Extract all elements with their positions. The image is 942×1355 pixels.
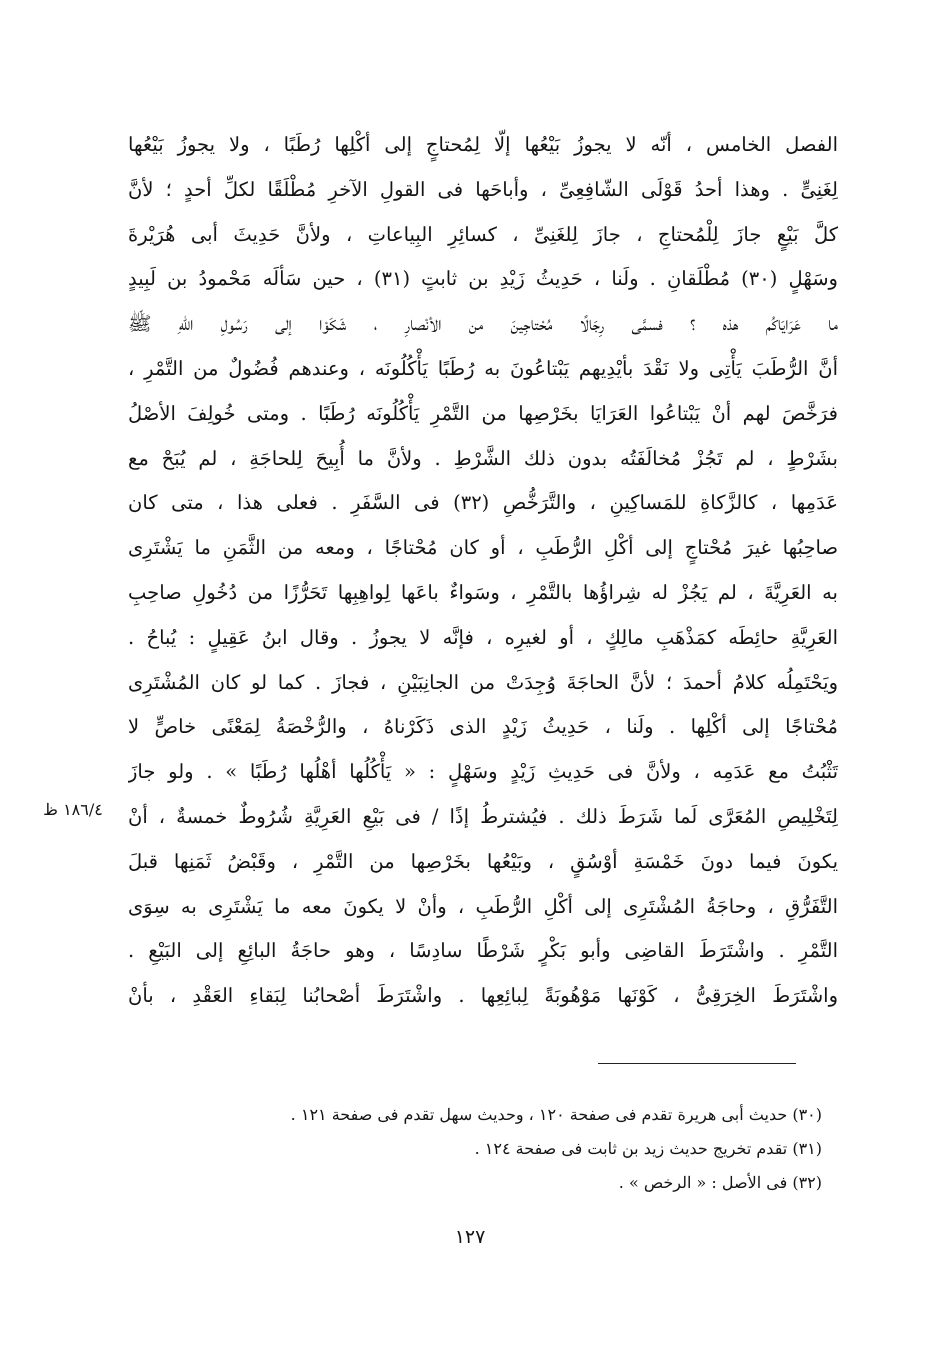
text-line: فرَخَّصَ لهم أنْ يَبْتاعُوا العَرَايَا بخَرْصِها من التَّمْرِ يَأْكُلُونَه رُطَبًا . ومتى خُولِفَ الأصْلُ [128, 401, 838, 425]
text-line: مُحْتاجًا إلى أكْلِها . ولَنا ، حَدِيثُ زَيْدٍ الذى ذَكَرْناهُ ، والرُّخْصَةُ لِمَعْنًى خاصٍّ لا [128, 715, 838, 739]
text-line: لِغَنِىٍّ . وهذا أحدُ قَوْلَى الشّافِعِىِّ ، وأباحَها فى القولِ الآخرِ مُطْلَقًا لكلِّ أحدٍ ؛ لأنَّ [128, 177, 838, 201]
text-line: كلَّ بَيْعٍ جازَ لِلْمُحتاجِ ، جازَ لِلغَنِىِّ ، كسائِرِ البِياعاتِ ، ولأنَّ حَدِيثَ أبى هُرَيْرةَ [128, 222, 838, 246]
text-line: ما عَرَايَاكُم هذه ؟ فسمَّى رِجَالًا مُحْتاجِينَ من الأنْصارِ ، شَكَوْا إلى رَسُولِ اللهِ ﷺ [128, 312, 838, 336]
footnote: (٣٢) فى الأصل : « الرخص » . [618, 1173, 822, 1192]
footnote-divider [598, 1063, 796, 1064]
text-line: عَدَمِها ، كالزَّكاةِ للمَساكِينِ ، والتَّرَخُّصِ (٣٢) فى السَّفَرِ . فعلى هذا ، متى كان [128, 491, 838, 515]
footnote: (٣٠) حديث أبى هريرة تقدم فى صفحة ١٢٠ ، وحديث سهل تقدم فى صفحة ١٢١ . [290, 1105, 822, 1124]
body-text [128, 123, 838, 1019]
footnote: (٣١) تقدم تخريج حديث زيد بن ثابت فى صفحة ١٢٤ . [474, 1139, 822, 1158]
text-line: به العَرِيَّةَ ، لم يَجُزْ له شِراؤُها بالتَّمْرِ ، وسَواءٌ باعَها لِواهِبِها تَحَرُّزًا من دُخُولِ صاحِبِ [128, 580, 838, 604]
text-line: واشْتَرَطَ الخِرَقِىُّ ، كَوْنَها مَوْهُوبَةً لِبائِعِها . واشْتَرَطَ أصْحابُنا لِبَقاءِ العَقْدِ ، بأنْ [128, 984, 838, 1008]
text-line: وسَهْلٍ (٣٠) مُطْلَقانِ . ولَنا ، حَدِيثُ زَيْدِ بن ثابتٍ (٣١) ، حين سَألَه مَحْمودُ بن لَبِيدٍ [128, 267, 838, 291]
text-line: الفصل الخامس ، أنّه لا يجوزُ بَيْعُها إلّا لِمُحتاجٍ إلى أكْلِها رُطَبًا ، ولا يجوزُ بَيْعُها [128, 133, 838, 156]
text-line: بشَرْطٍ ، لم تَجُزْ مُخالَفَتُه بدون ذلك الشَّرْطِ . ولأنَّ ما أُبِيحَ لِلحاجَةِ ، لم يُبَحْ مع [128, 446, 838, 470]
margin-note: ١٨٦/٤ ظ [43, 800, 103, 819]
text-line: صاحِبُها غيرَ مُحْتاجٍ إلى أكْلِ الرُّطَبِ ، أو كان مُحْتاجًا ، ومعه من الثَّمَنِ ما يَشْتَرِى [128, 536, 838, 560]
text-line: تَثْبُتُ مع عَدَمِه ، ولأنَّ فى حَدِيثِ زَيْدٍ وسَهْلٍ : « يَأْكُلُها أهْلُها رُطَبًا » . ولو جازَ [128, 760, 838, 784]
footnotes [200, 1098, 822, 1200]
text-line: العَرِيَّةِ حائِطَه كمَذْهَبِ مالِكٍ ، أو لغيرِه ، فإنَّه لا يجوزُ . وقال ابنُ عَقِيلٍ : يُباحُ . [128, 625, 838, 649]
text-line: التَّفَرُّقِ ، وحاجَةُ المُشْتَرِى إلى أكْلِ الرُّطَبِ ، وأنْ لا يكونَ معه ما يَشْتَرِى به سِوَى [128, 894, 838, 918]
page-number: ١٢٧ [454, 1226, 486, 1248]
text-line: ويَحْتَمِلُه كلامُ أحمدَ ؛ لأنَّ الحاجَةَ وُجِدَتْ من الجانِبَيْنِ ، فجازَ . كما لو كان المُشْتَرِى [128, 670, 838, 694]
text-line: لِتَخْلِيصِ المُعَرَّى لَما شَرَطَ ذلك . فيُشترطُ إذًا / فى بَيْعِ العَرِيَّةِ شُرُوطٌ خمسةٌ ، أنْ [128, 804, 838, 828]
text-line: أنَّ الرُّطَبَ يَأْتِى ولا نَقْدَ بأيْدِيهم يَبْتاعُونَ به رُطَبًا يَأْكُلُونَه ، وعندهم فُضُولٌ من التَّمْرِ ، [128, 356, 838, 380]
text-line: يكونَ فيما دونَ خَمْسَةِ أوْسُقٍ ، وبَيْعُها بخَرْصِها من التَّمْرِ ، وقَبْضُ ثَمَنِها قبلَ [128, 849, 838, 873]
text-line: التَّمْرِ . واشْتَرَطَ القاضِى وأبو بَكْرٍ شَرْطًا سادِسًا ، وهو حاجَةُ البائِعِ إلى البَيْعِ . [128, 939, 838, 963]
